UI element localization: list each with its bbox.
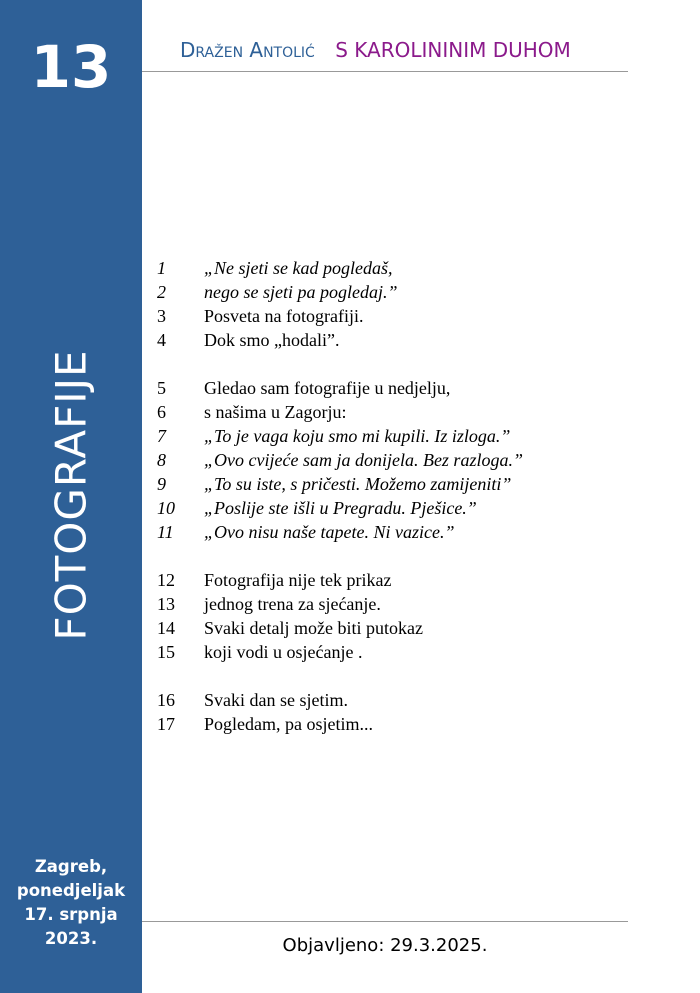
line-number: 11 [157,522,174,542]
poem-line [157,712,523,736]
poem-line [157,400,523,424]
footer-divider [142,921,628,922]
line-text: „To je vaga koju smo mi kupili. Iz izloga.” [204,426,511,446]
line-number: 3 [157,306,166,326]
line-text: jednog trena za sjećanje. [204,594,381,614]
line-number: 1 [157,258,166,278]
poem-line [157,328,523,352]
line-number: 2 [157,282,166,302]
poem-line [157,424,523,448]
book-title: S KAROLININIM DUHOM [335,38,571,62]
poem [157,256,523,760]
line-text: „Ovo cvijeće sam ja donijela. Bez razloga.” [204,450,523,470]
line-text: „Poslije ste išli u Pregradu. Pješice.” [204,498,477,518]
sidebar [0,0,142,993]
line-text: Svaki detalj može biti putokaz [204,618,423,638]
poem-line [157,280,523,304]
poem-line [157,472,523,496]
line-number: 15 [157,642,175,662]
line-number: 17 [157,714,175,734]
poem-line [157,520,523,544]
place-date-line: Zagreb, [34,857,108,876]
poem-line [157,376,523,400]
published-date: Objavljeno: 29.3.2025. [282,935,488,956]
line-text: Dok smo „hodali”. [204,330,340,350]
line-text: Gledao sam fotografije u nedjelju, [204,378,451,398]
line-text: „To su iste, s pričesti. Možemo zamijeniti” [204,474,512,494]
line-text: nego se sjeti pa pogledaj.” [204,282,398,302]
line-number: 13 [157,594,175,614]
poem-line [157,304,523,328]
place-date-line: 17. srpnja [24,905,118,924]
place-date-line: 2023. [44,929,98,948]
poem-line [157,496,523,520]
stanza [157,688,523,736]
poem-line [157,616,523,640]
line-number: 16 [157,690,175,710]
header-divider [142,71,628,72]
line-number: 7 [157,426,166,446]
line-text: „Ne sjeti se kad pogledaš, [204,258,393,278]
poem-line [157,592,523,616]
line-text: Svaki dan se sjetim. [204,690,348,710]
poem-line [157,256,523,280]
page-number: 13 [30,33,112,101]
line-text: Fotografija nije tek prikaz [204,570,392,590]
line-text: Posveta na fotografiji. [204,306,364,326]
place-date [0,855,142,951]
line-number: 14 [157,618,175,638]
line-text: „Ovo nisu naše tapete. Ni vazice.” [204,522,455,542]
poem-line [157,688,523,712]
poem-line [157,448,523,472]
stanza [157,256,523,352]
stanza [157,568,523,664]
line-number: 9 [157,474,166,494]
line-text: s našima u Zagorju: [204,402,347,422]
place-date-line: ponedjeljak [16,881,126,900]
line-number: 12 [157,570,175,590]
author-name: Dražen Antolić [180,38,315,62]
line-number: 4 [157,330,166,350]
running-header [180,38,571,62]
line-number: 6 [157,402,166,422]
section-title: FOTOGRAFIJE [46,349,96,641]
line-number: 10 [157,498,175,518]
poem-line [157,568,523,592]
stanza [157,376,523,544]
line-text: Pogledam, pa osjetim... [204,714,373,734]
line-number: 5 [157,378,166,398]
poem-line [157,640,523,664]
line-text: koji vodi u osjećanje . [204,642,363,662]
line-number: 8 [157,450,166,470]
